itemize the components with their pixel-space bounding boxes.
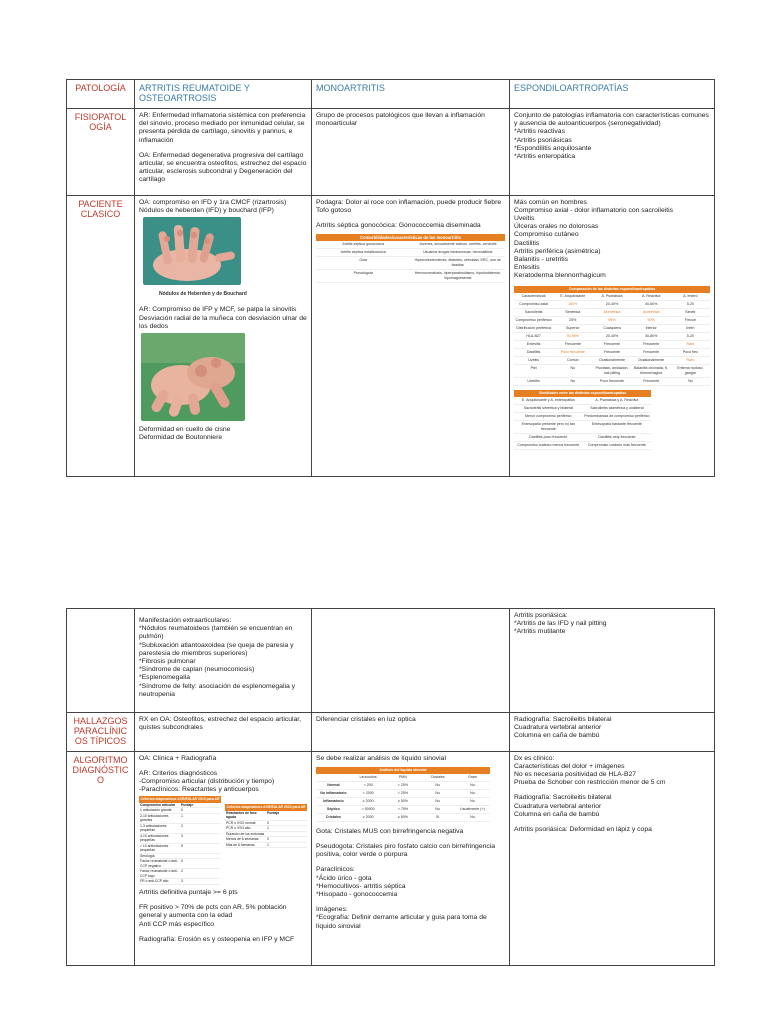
text-oa-algoritmo: OA: Clínica + Radiografía [139,754,217,762]
crit-a-row [139,859,221,869]
liquid-table-row-cell: ≥ 50% [386,797,421,805]
spondylo-sim-row [514,441,651,449]
liquid-table-row-cell: No [455,813,490,821]
spondylo-table-row-cell: Compromiso axial [514,300,553,308]
liquid-table-row-cell [316,774,351,782]
spondylo-table-row-cell: Entesitis [514,340,553,348]
mono-table-title: Comorbilidades/características de las monoartritis [316,234,505,241]
crit-b-row-cell: 0 [266,837,307,843]
cell-paciente-ar [135,195,312,476]
row-label-paciente: PACIENTE CLASICO [67,195,135,476]
crit-a-row-cell: 1 articulación grande [139,808,180,814]
crit-a-row [139,879,221,885]
spondylo-sim-row-cell: Dactilitis muy frecuente [583,433,652,441]
crit-a-row-cell: 1-3 articulaciones pequeñas [139,823,180,833]
liquid-table-row-cell: Cristales [316,813,351,821]
liquid-table-row-cell: PMN [386,774,421,782]
liquid-table-row-cell: < 25% [386,781,421,789]
mono-table-row-cell: Artritis séptica estafilocócica [316,249,411,257]
spondylo-table-row-cell: Piel [514,364,553,377]
crit-b-row-cell: Menos de 6 semanas [225,837,266,843]
crit-a-row-cell: 0 [180,859,221,869]
spondylo-table-row [514,324,710,332]
spondylo-table-row-cell: 30-80% [632,332,671,340]
spondylo-table-row [514,300,710,308]
spondylo-sim-row-cell: Entesopatía bastante frecuente [583,420,652,433]
mono-table-row [316,257,505,270]
cell-fisiopatologia-mono [312,109,510,196]
spondylo-table2-title: Similitudes entre las distintas espondiloartropatías [514,390,651,397]
spondylo-table-row-cell: Poco frecuente [553,348,592,356]
spondylo-sim-row-cell: Dactilitis poco frecuente [514,433,583,441]
spondylo-sim-row-cell: E. Anquilosante y A. enteropática [514,397,583,405]
spondylo-table-row-cell: 20-40% [592,300,631,308]
spondylo-table-row-cell: Frecuente [553,340,592,348]
text-ar-criterios: AR: Criterios diagnósticos -Compromiso articular (distribución y tiempo) -Paraclínicos: Reactantes y anticuerpos [139,769,275,794]
spondylo-table-row [514,356,710,364]
liquid-table-row-cell: No [455,797,490,805]
text-paraclinicos: Paraclínicos: *Ácido úrico - gota *Hemocultivos- artritis séptica *Hisopado - gonococcemia [316,866,406,899]
crit-a-row [139,843,221,853]
cell-paciente-mono [312,195,510,476]
spondylo-table-row [514,377,710,385]
liquid-table-row-cell: No inflamatorio [316,789,351,797]
row-label-extra-empty [67,609,135,713]
liquid-table-row-cell: No [420,781,455,789]
text-gota: Gota: Cristales MUS con birrefringencia negativa [316,827,464,835]
row-label-fisiopatologia: FISIOPATOL OGÍA [67,109,135,196]
crit-a-row-cell: 1 [180,813,221,823]
liquid-table-row-cell: Inflamatorio [316,797,351,805]
spondylo-table-row-cell: Superior [553,324,592,332]
spondylo-table-row-cell: Inferior [632,324,671,332]
text-mono-fisio: Grupo de procesos patológicos que llevan a inflamación monoarticular [316,112,485,128]
text-oa-fisio: OA: Enfermedad degenerativa progresiva del cartílago articular, se encuentra osteofitos, estrechez del espacio articular, esclerosis subcondral y Degeneración del cartílago [139,151,307,184]
spondylo-table-row-cell: A. Reactiva [632,293,671,301]
monoartritis-comorbidities-table [316,234,505,283]
header-patologia: PATOLOGÍA [67,80,135,109]
liquid-table-row [316,813,490,821]
crit-b-h1: Puntaje [266,811,307,821]
spondylo-table-row-cell: 90-95% [553,332,592,340]
spondylo-table-row-cell: A. Psoriásica [592,293,631,301]
spondylo-table-row-cell: Frecue [671,316,710,324]
liquid-table-row-cell: > 75% [386,805,421,813]
liquid-table-title: Análisis del líquido sinovial [316,767,490,774]
spondylo-sim-row [514,412,651,420]
text-liquido-sinovial: Se debe realizar análisis de líquido sinovial [316,754,446,762]
spondylo-table-row-cell: Uretritis [514,377,553,385]
crit-a-row-cell: 4-10 articulaciones pequeñas [139,833,180,843]
spondylo-table-row-cell: Dactilitis [514,348,553,356]
spondylo-table-row [514,308,710,316]
table-patologias-part1 [66,79,715,477]
crit-a-row-cell: Factor reumatoide o anti-CCP bajo [139,869,180,879]
cell-hallazgos-mono [312,713,510,752]
spondylo-table-row-cell: Psoriasis, anidación, nail pitting [592,364,631,377]
spondylo-table-row-cell: Simétrica [553,308,592,316]
spondylo-table-row-cell: 100% [553,300,592,308]
liquid-table-row-cell: Gram [455,774,490,782]
spondylo-table-row-cell: Cualquiera [592,324,631,332]
text-deformidades: Deformidad en cuello de cisne Deformidad de Boutonniere [139,426,231,442]
spondylo-table-row [514,316,710,324]
cell-algoritmo-mono [312,751,510,965]
spondylo-table-row-cell: 40-60% [632,300,671,308]
spondylo-sim-row [514,433,651,441]
liquid-table-row-cell: < 200 [351,781,386,789]
mono-table-row-cell: Usuarios drogas intravenosas, hemodiálisis [411,249,506,257]
acr-criteria-table-b [225,804,307,848]
liquid-table-row-cell: No [420,805,455,813]
spondylo-table-row-cell: Ocasionalmente [592,356,631,364]
spondylo-table-row-cell: Balanitis circinada, K. blenorrhagica [632,364,671,377]
liquid-table-row-cell: < 25% [386,789,421,797]
spondylo-table-row-cell: Asimétrica [632,308,671,316]
text-ar-paciente: AR: Compromiso de IFP y MCF, se palpa la sinovitis Desviación radial de la muñeca con desviación ulnar de los dedos [139,306,307,330]
acr-criteria-table-a [139,796,221,885]
crit-a-row-cell: 3 [180,879,221,885]
cell-extraarticulares [135,609,312,713]
text-espondilo-paciente: Más común en hombres Compromiso axial - dolor inflamatorio con sacroileitis Uveitis Úlceras orales no dolorosas Compromiso cutáneo Dactilitis Artritis periférica (asimétrica) Balanitis - uretritis Entesitis Keratoderma blennorrhagicum [514,198,674,280]
crit-b-row-cell: 0 [266,820,307,826]
text-imagenes: Imágenes: *Ecografía: Definir derrame articular y guía para toma de líquido sinovial [316,906,487,930]
mono-table-row [316,270,505,283]
cell-hallazgos-ar [135,713,312,752]
spondylo-table-row-cell: Compromiso periférico [514,316,553,324]
spondylo-table-row-cell: Frecuente [632,340,671,348]
caption-heberden: Nódulos de Heberden y de Bouchard [159,291,247,298]
row-label-hallazgos: HALLAZGOS PARACLÍNIC OS TÍPICOS [67,713,135,752]
liquid-table-row-cell: Usualmente (+) [455,805,490,813]
cell-extra-mono-empty [312,609,510,713]
header-espondiloartropatias: ESPONDILOARTROPATÍAS [510,80,715,109]
crit-a-row-cell: > 10 articulaciones pequeñas [139,843,180,853]
liquid-table-row-cell: < 2000 [351,789,386,797]
spondylo-sim-row-cell: A. Psoriásica y A. Reactiva [583,397,652,405]
liquid-table-row [316,805,490,813]
spondylo-table-row-cell: No [671,377,710,385]
crit-b-row-cell: PCR o VSG alto [225,826,266,832]
text-fr-positivo: FR positivo > 70% de pcts con AR, 5% población general y aumenta con la edad Anti CCP más específico [139,904,287,928]
spondylo-table-row [514,332,710,340]
rheumatoid-hands-photo [141,333,245,421]
mono-table-row-cell: Gota [316,257,411,270]
mono-table-row [316,249,505,257]
mono-table-row-cell: Pseudogota [316,270,411,283]
spondylo-table-row-cell: Frecuente [632,348,671,356]
spondylo-table-row-cell: Eritema nodoso, gangre [671,364,710,377]
spondylo-table-row-cell: E. Anquilosante [553,293,592,301]
spondylo-table-row-cell: No [553,377,592,385]
text-rx-espondilo-2: Radiografía: Sacroileitis bilateral Cuadratura vertebral anterior Columna en caña de bambú [514,794,612,818]
spondylo-sim-row [514,397,651,405]
spondylo-table-row [514,364,710,377]
crit-a-row-cell: Serología [139,853,180,859]
crit-a-row-cell: 2 [180,869,221,879]
crit-a-row [139,823,221,833]
spondylo-table-row [514,293,710,301]
mono-table-row-cell: Hipercolesterolemia, diabetes, obesidad, ERC, uso de tiazidas [411,257,506,270]
spondylo-sim-row-cell: Menor compromiso periférico [514,412,583,420]
synovial-fluid-table [316,767,490,822]
spondylo-table-row-cell: Distribución periférica [514,324,553,332]
mono-table-row-cell: Jóvenes, sexualmente activos, uretritis, cervicitis [411,241,506,249]
spondylo-table-row-cell: No [553,364,592,377]
text-puntaje: Artritis definitiva puntaje >= 6 pts [139,888,238,896]
text-rx-oa: RX en OA: Osteofitos, estrechez del espacio articular, quistes subcondrales [139,716,302,732]
cell-extra-espondilo [510,609,715,713]
spondylo-table-row-cell: 95% [592,316,631,324]
spondylo-table-row-cell: Simétr [671,308,710,316]
spondylo-table-title: Comparación de las distintas espondiloartropatías [514,286,710,293]
text-cristales: Diferenciar cristales en luz optica [316,716,416,723]
liquid-table-row [316,797,490,805]
crit-a-row [139,869,221,879]
spondylo-table-row-cell: 25% [553,316,592,324]
text-podagra: Podagra: Dolor al roce con inflamación, puede producir fiebre Tofo gotoso [316,198,502,214]
liquid-table-row-cell: ≥ 50% [386,813,421,821]
liquid-table-row-cell: > 50000 [351,805,386,813]
crit-b-row-cell: 1 [266,826,307,832]
spondylo-sim-row-cell: Entesopatía presente pero no tan frecuente [514,420,583,433]
spondylo-comparison-table [514,286,710,386]
text-pseudogota: Pseudogota: Cristales piro fosfato calcio con birrefringencia positiva, color verde o púrpura [316,843,496,859]
heberden-hands-photo [143,217,241,285]
liquid-table-row-cell: ≥ 2000 [351,797,386,805]
crit-b-row-cell: Duración de los síntomas [226,831,265,836]
text-rx-espondilo: Radiografía: Sacroileitis bilateral Cuadratura vertebral anterior Columna en caña de bambú [514,716,612,740]
spondylo-sim-row [514,404,651,412]
crit-a-h1: Puntaje [180,803,221,808]
header-monoartritis: MONOARTRITIS [312,80,510,109]
spondylo-table-row-cell: 20-40% [592,332,631,340]
spondylo-sim-row-cell: Sacroileítis simétrica y bilateral [514,404,583,412]
spondylo-sim-row-cell: Sacroileítis asimétrica y unilateral [583,404,652,412]
liquid-table-row-cell: ≥ 2000 [351,813,386,821]
text-espondilo-fisio: Conjunto de patologías inflamatoria con características comunes y ausencia de autoanticuerpos (seronegatividad) *Artritis reactivas *Artritis psoriásicas *Espondilitis anquilosante *Artritis enteropática [514,112,709,161]
text-ar-fisio: AR: Enfermedad inflamatoria sistémica con preferencia del sinovio, proceso mediado por inmunidad celular, se presenta pérdida de cartílago, sinovitis y pannus, e inflamación [139,112,306,144]
spondylo-table-row-cell: Común [553,356,592,364]
spondylo-table-row-cell: Uveitis [514,356,553,364]
crit-b-h0: Reactantes de fase aguda [225,811,266,821]
crit-b-row-cell: PCR o VSG normal [225,820,266,826]
liquid-table-row-cell: Sí [420,813,455,821]
crit-a-row-cell: 2 [180,823,221,833]
cell-fisiopatologia-espondilo [510,109,715,196]
crit-a-row [139,833,221,843]
spondylo-table-row-cell: Raro [671,340,710,348]
spondylo-table-row [514,340,710,348]
header-ar-oa: ARTRITIS REUMATOIDE Y OSTEOARTROSIS [135,80,312,109]
liquid-table-row-cell: Cristales [420,774,455,782]
spondylo-table-row-cell: Características [514,293,553,301]
liquid-table-row-cell: Séptico [316,805,351,813]
text-extraarticulares: Manifestación extraarticulares: *Nódulos reumatoideos (también se encuentran en pulmón) *Subluxación atlantoaxoidea (se queja de paresia y parestesia de miembros superiores) *Fibrosis pulmonar *Síndrome de caplan (neumoconiosis) *Esplenomegalia *Síndrome de felty: asociación de esplenomegalia y neutropenia [139,617,296,698]
mono-table-row-cell: Hemocromatosis, hiperparatiroidismo, hipofosfatemia, hipomagnesemia [411,270,506,283]
liquid-table-row-cell: Normal [316,781,351,789]
crit-a-row-cell: 0 [180,808,221,814]
crit-a-row-cell: FR o anti-CCP alto [139,879,180,885]
text-rx-ar: Radiografía: Erosión es y osteopenia en IFP y MCF [139,935,295,943]
liquid-table-row-cell: No [420,797,455,805]
spondylo-table-row-cell: 5-20 [671,332,710,340]
liquid-table-row-cell: No [455,789,490,797]
text-artritis-septica: Artritis séptica gonocócica: Gonococcemia diseminada [316,222,481,230]
text-dx-clinico: Dx es clínico: Características del dolor + imágenes No es necesaria positividad de HLA-B27 Prueba de Schober con restricción menor de 5 cm [514,754,666,787]
spondylo-table-row-cell: Inferi [671,324,710,332]
mono-table-row-cell: Artritis séptica gonocócica [316,241,411,249]
spondylo-table-row-cell: Sacroileítis [514,308,553,316]
crit-b-row-cell: Más de 6 semanas [225,842,266,848]
mono-table-row [316,241,505,249]
spondylo-table-row-cell: 5-20 [671,300,710,308]
liquid-table-row-cell: Leucocitos [351,774,386,782]
cell-algoritmo-espondilo [510,751,715,965]
spondylo-table-row-cell: Frecuente [632,377,671,385]
crit-b-title: Criterios diagnósticos ACR/EULAR 2010 para AR [226,805,306,810]
liquid-table-row [316,774,490,782]
crit-a-row-cell: 5 [180,843,221,853]
text-psoriasica-lapiz: Artritis psoriásica: Deformidad en lápiz y copa [514,826,652,834]
spondylo-table-row-cell: Poco frec [671,348,710,356]
text-oa-paciente: OA: compromiso en IFD y 1ra CMCF (rizartrosis) Nódulos de heberden (IFD) y bouchard (IFP) [139,198,287,214]
spondylo-sim-row-cell: Compromiso cutáneo más frecuente [583,441,652,449]
spondylo-table-row-cell: Poco frecuente [592,377,631,385]
cell-fisiopatologia-ar [135,109,312,196]
spondylo-table-row-cell: 90% [632,316,671,324]
spondylo-similarities-table [514,390,651,450]
crit-b-row-cell: 1 [266,842,307,848]
spondylo-table-row-cell: A. entero [671,293,710,301]
spondylo-table-row-cell: Ocasionalmente [632,356,671,364]
crit-a-row [139,813,221,823]
spondylo-table-row-cell: Frecuente [592,348,631,356]
liquid-table-row-cell: No [420,789,455,797]
liquid-table-row [316,781,490,789]
spondylo-table-row-cell: HLA-B27 [514,332,553,340]
crit-a-h0: Compromiso articular [139,803,180,808]
spondylo-table-row-cell: Frecuente [592,340,631,348]
crit-a-title: Criterios diagnósticos ACR/EULAR 2010 para AR [140,797,220,802]
cell-paciente-espondilo [510,195,715,476]
spondylo-sim-row [514,420,651,433]
cell-hallazgos-espondilo [510,713,715,752]
row-label-algoritmo: ALGORITMO DIAGNÓSTIC O [67,751,135,965]
crit-b-row [225,842,307,848]
spondylo-table-row-cell: Asimétrica [592,308,631,316]
liquid-table-row [316,789,490,797]
crit-a-row-cell: 2-10 articulaciones grandes [139,813,180,823]
spondylo-sim-row-cell: Compromiso cutáneo menos frecuente [514,441,583,449]
spondylo-table-row [514,348,710,356]
spondylo-sim-row-cell: Predominancia de compromiso periférico [583,412,652,420]
table-patologias-part2 [66,608,715,966]
cell-algoritmo-ar [135,751,312,965]
spondylo-table-row-cell: Raro [671,356,710,364]
text-psoriasica-extra: Artritis psoriásica: *Artritis de las IFD y nail pitting *Artritis mutilante [514,612,607,636]
crit-a-row-cell: 3 [180,833,221,843]
liquid-table-row-cell: No [455,781,490,789]
crit-a-row-cell: Factor reumatoide o anti-CCP negativo [139,859,180,869]
